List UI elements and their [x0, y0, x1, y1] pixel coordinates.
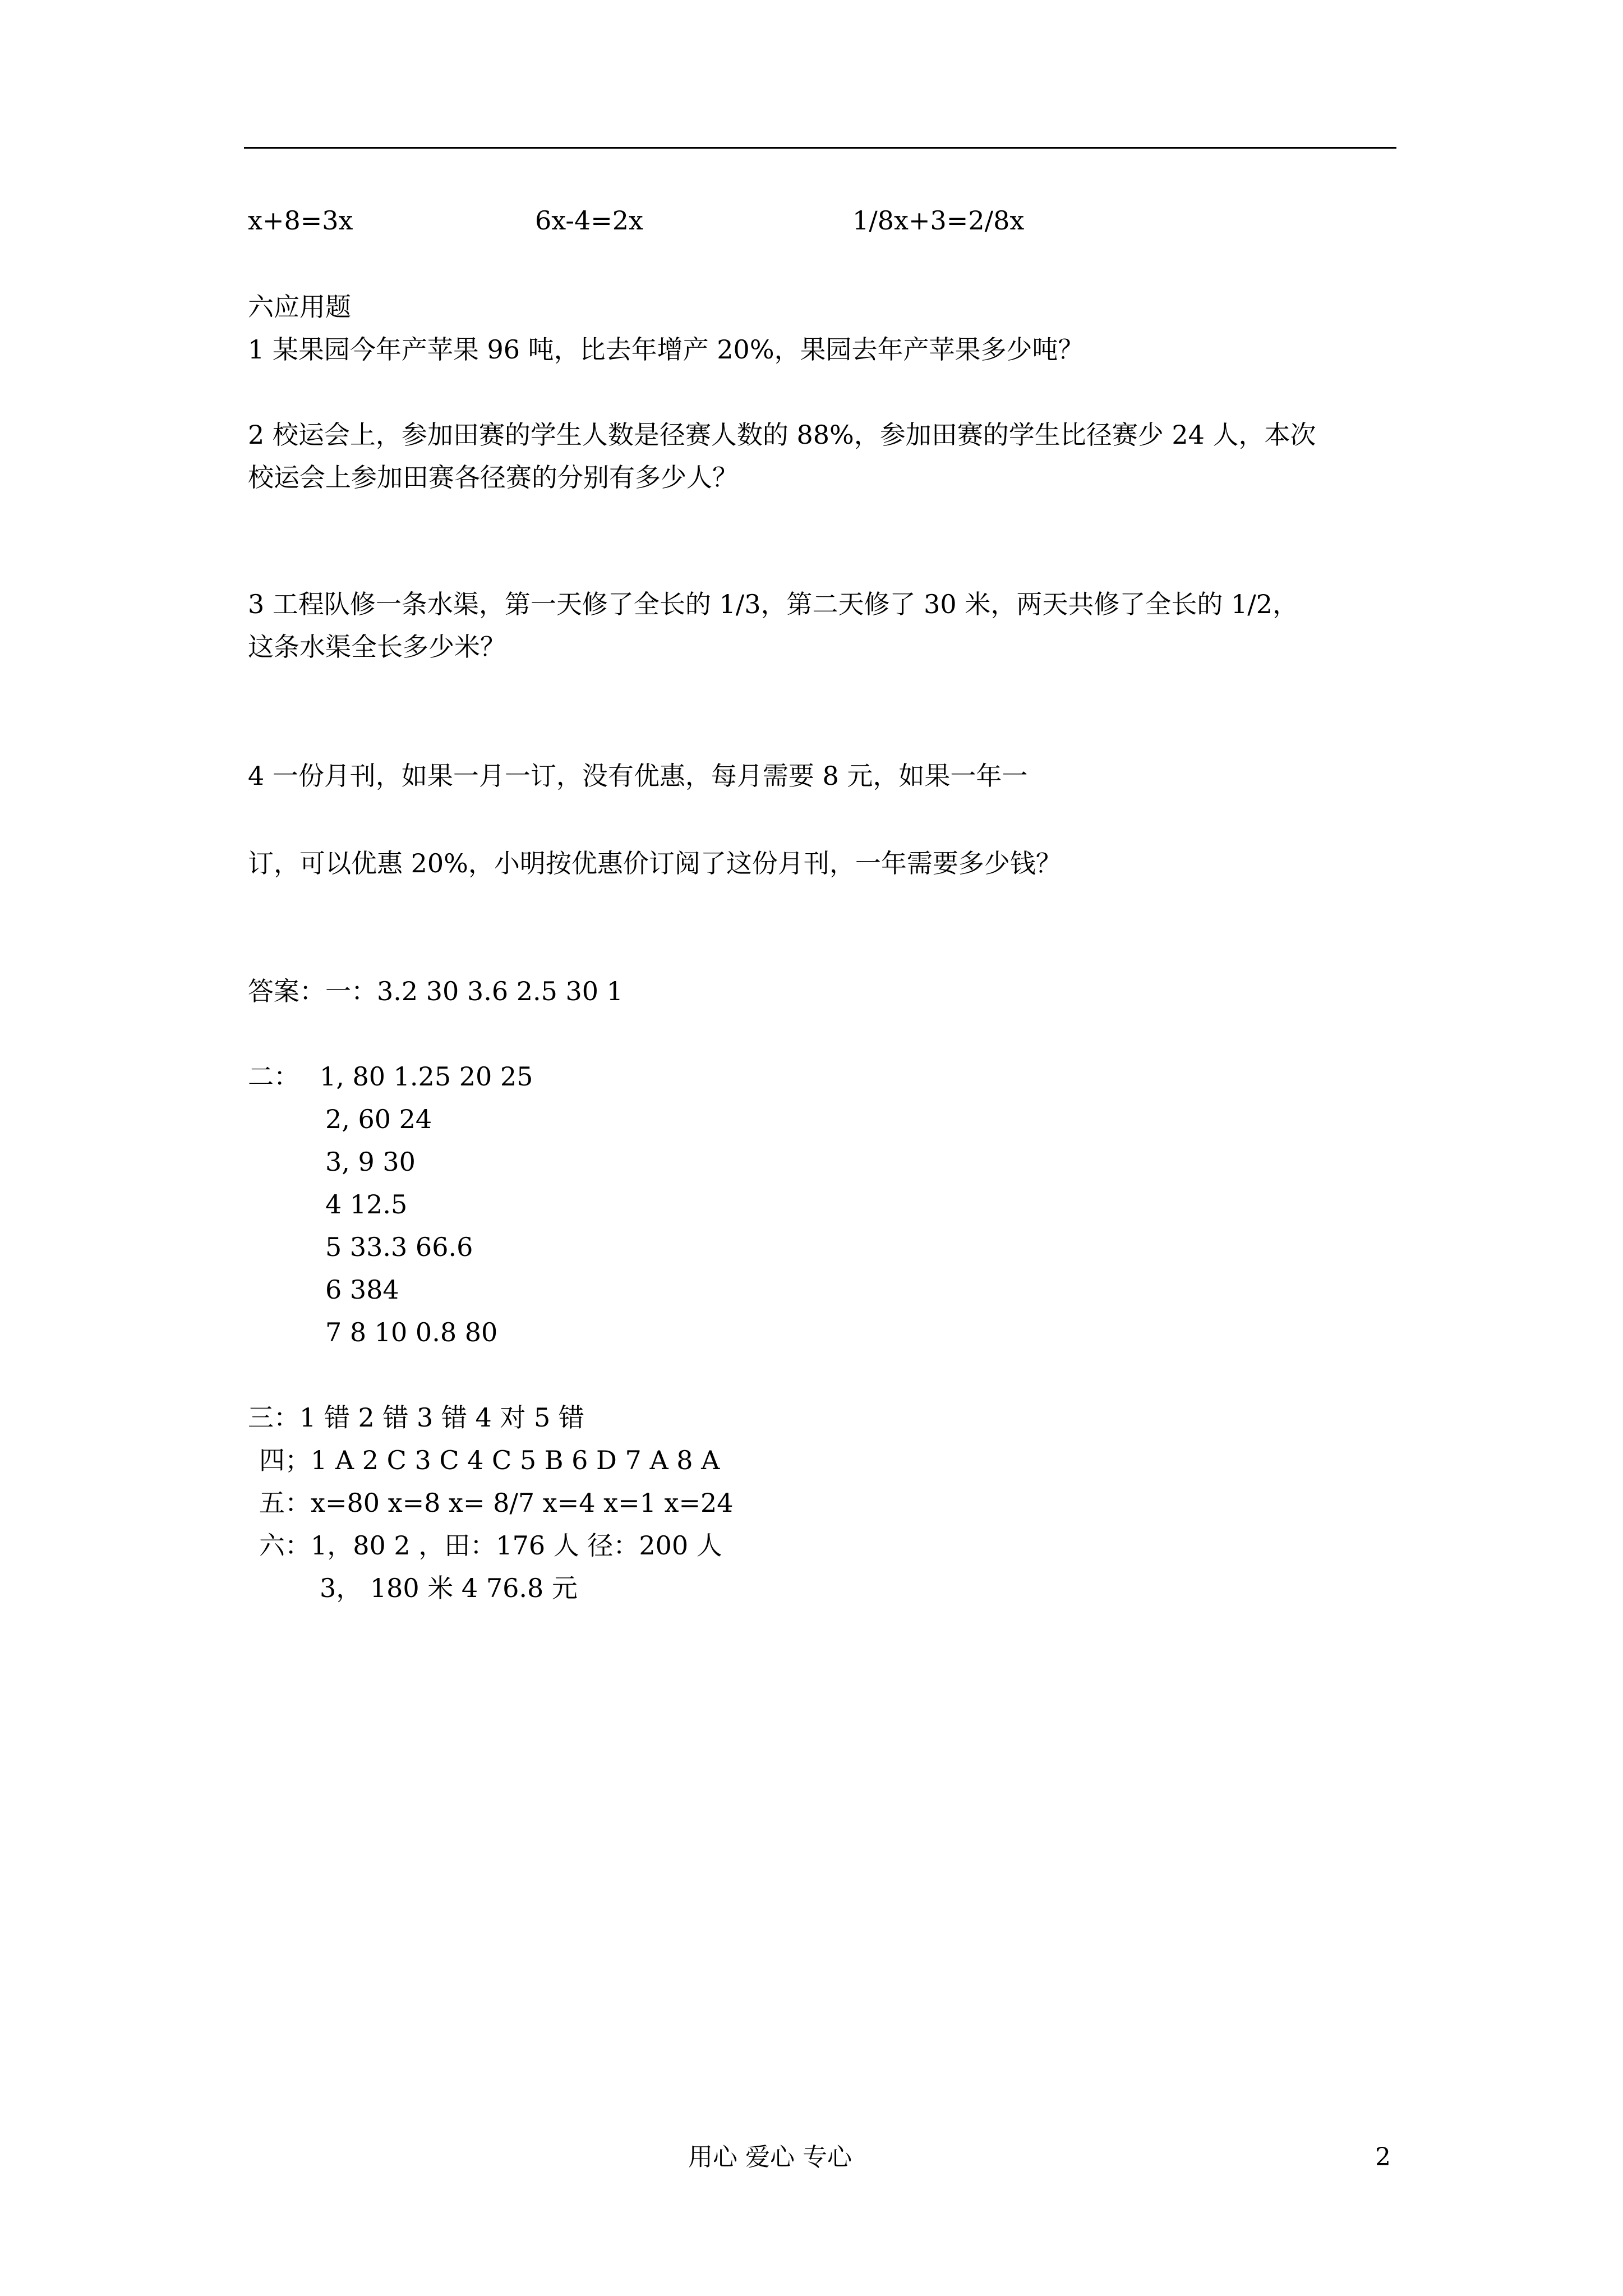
problem-4-line-1: 4 一份月刊，如果一月一订，没有优惠，每月需要 8 元，如果一年一: [248, 761, 1028, 791]
answers-section-2-row: 7 8 10 0.8 80: [325, 1317, 498, 1347]
answers-section-5: 五：x=80 x=8 x= 8/7 x=4 x=1 x=24: [259, 1488, 734, 1518]
answers-section-2-row: 3, 9 30: [325, 1147, 416, 1177]
footer-motto: 用心 爱心 专心: [688, 2143, 852, 2171]
problem-2-line-2: 校运会上参加田赛各径赛的分别有多少人？: [248, 462, 738, 493]
answers-section-2-row: 4 12.5: [325, 1189, 408, 1220]
answers-section-3: 三：1 错 2 错 3 错 4 对 5 错: [248, 1402, 584, 1433]
equation-3: 1/8x+3=2/8x: [852, 205, 1025, 236]
equation-2: 6x-4=2x: [535, 205, 643, 236]
problem-2-line-1: 2 校运会上，参加田赛的学生人数是径赛人数的 88%，参加田赛的学生比径赛少 24 人，本次: [248, 420, 1316, 450]
page-number: 2: [1375, 2143, 1391, 2171]
problem-3-line-1: 3 工程队修一条水渠，第一天修了全长的 1/3，第二天修了 30 米，两天共修了全长的 1/2，: [248, 589, 1298, 619]
section-title: 六应用题: [248, 292, 351, 322]
answers-section-2-row: 6 384: [325, 1274, 399, 1305]
answers-section-2-label: 二：: [248, 1061, 299, 1092]
answers-section-2-row: 2, 60 24: [325, 1104, 432, 1134]
answers-section-4: 四；1 A 2 C 3 C 4 C 5 B 6 D 7 A 8 A: [259, 1445, 720, 1475]
answers-line-1: 答案：一：3.2 30 3.6 2.5 30 1: [248, 976, 623, 1006]
answers-section-2-row: 1, 80 1.25 20 25: [320, 1061, 533, 1092]
answers-section-6-line-1: 六：1，80 2 ，田：176 人 径：200 人: [259, 1530, 722, 1561]
equation-1: x+8=3x: [248, 205, 353, 236]
header-rule: [244, 147, 1396, 149]
answers-section-2-row: 5 33.3 66.6: [325, 1232, 473, 1262]
answers-section-6-line-2: 3， 180 米 4 76.8 元: [320, 1573, 578, 1603]
problem-4-line-2: 订，可以优惠 20%，小明按优惠价订阅了这份月刊，一年需要多少钱？: [248, 848, 1062, 878]
problem-3-line-2: 这条水渠全长多少米？: [248, 632, 506, 662]
problem-1: 1 某果园今年产苹果 96 吨，比去年增产 20%，果园去年产苹果多少吨？: [248, 334, 1084, 365]
